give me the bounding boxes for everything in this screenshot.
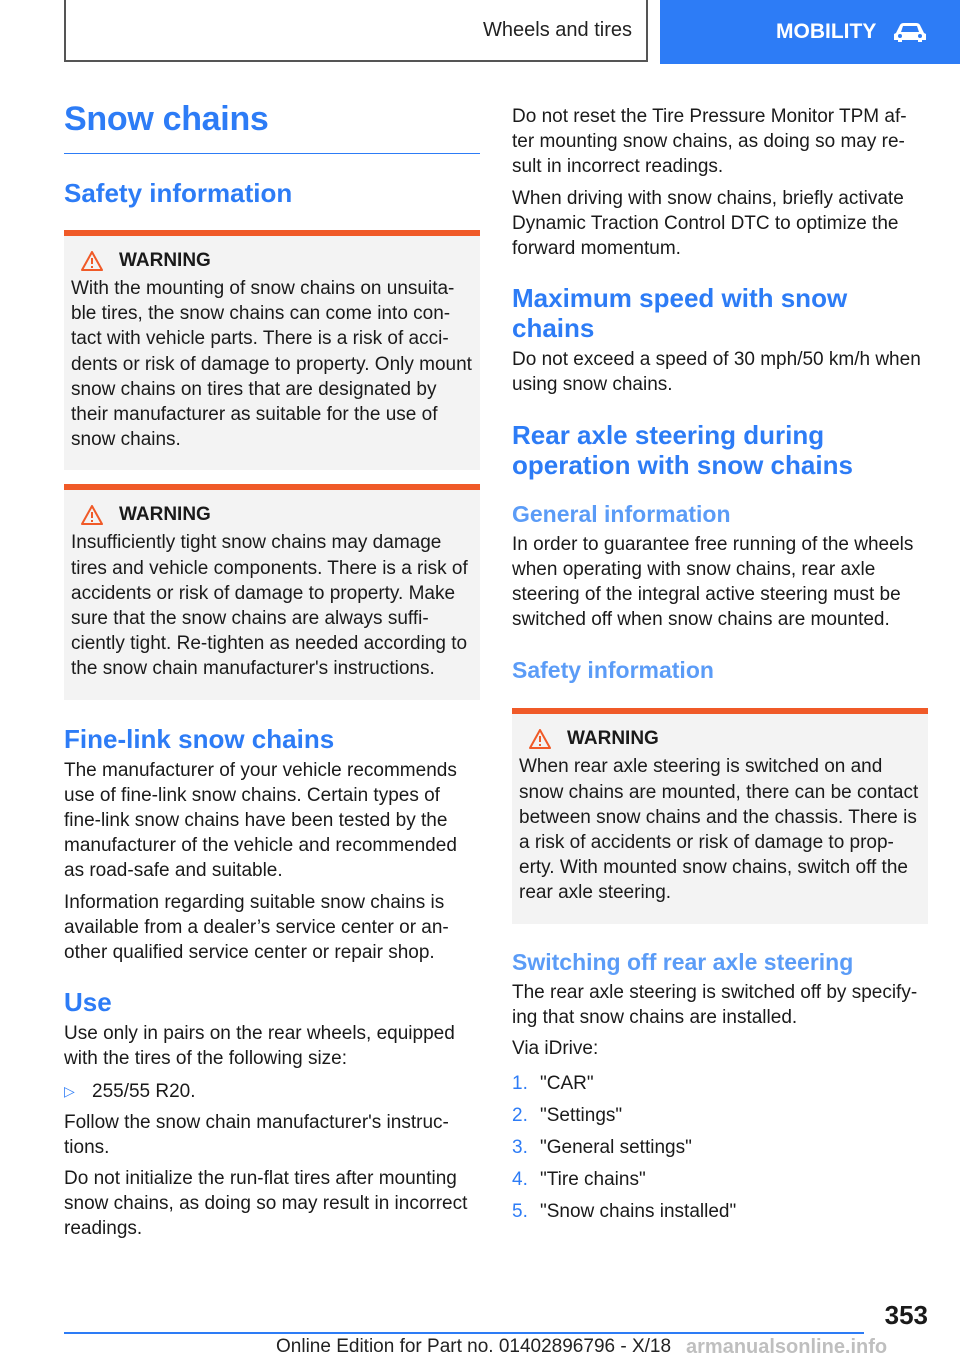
- list-item: [64, 1079, 480, 1104]
- use-heading: Use: [64, 987, 112, 1018]
- step-list: [512, 1071, 928, 1224]
- warning-box: [64, 230, 480, 470]
- left-column: [64, 100, 480, 1242]
- fine-link-paragraph: The manufacturer of your vehicle recommends use of fine-link snow chains. Certain types of fine-link snow chains have been tested by the manufacturer of the vehicle and recommended as road-safe and suitable.: [64, 759, 457, 882]
- warning-label: WARNING: [567, 728, 659, 750]
- watermark: armanualsonline.info: [686, 1336, 888, 1358]
- chapter-title: MOBILITY: [776, 20, 877, 43]
- page-number: 353: [884, 1300, 928, 1330]
- tpm-paragraph: Do not reset the Tire Pressure Monitor TPM af‐ter mounting snow chains, as doing so may re‐sult in incorrect readings.: [512, 106, 907, 178]
- warning-text: With the mounting of snow chains on unsuita‐ble tires, the snow chains can come into con‐tact with vehicle parts. There is a risk of acci‐dents or risk of damage to property. Only mount snow chains on tires that are designated by their manufacturer as suitable for the use of snow chains.: [71, 278, 472, 451]
- switch-off-paragraph: The rear axle steering is switched off by specify‐ing that snow chains are installed.: [512, 981, 918, 1028]
- warning-icon: [81, 505, 103, 525]
- bullet-triangle-icon: ▷: [64, 1082, 75, 1099]
- warning-text: When rear axle steering is switched on and snow chains are mounted, there can be contact between snow chains and the chassis. There is a risk of accidents or risk of damage to prop‐erty. With mounted snow chains, switch off the rear axle steering.: [519, 756, 919, 904]
- warning-icon: [529, 729, 551, 749]
- use-paragraph: Do not initialize the run-flat tires after mounting snow chains, as doing so may result in incorrect readings.: [64, 1168, 468, 1240]
- safety-heading: Safety information: [64, 178, 293, 208]
- list-item: 1. "CAR": [512, 1073, 594, 1095]
- fine-link-heading: Fine-link snow chains: [64, 723, 335, 754]
- switch-off-heading: Switching off rear axle steering: [512, 948, 854, 975]
- rear-axle-heading: Rear axle steering during operation with snow chains: [512, 419, 853, 480]
- dtc-paragraph: When driving with snow chains, briefly activate Dynamic Traction Control DTC to optimize the forward momentum.: [512, 187, 904, 260]
- max-speed-paragraph: Do not exceed a speed of 30 mph/50 km/h when using snow chains.: [512, 349, 921, 396]
- max-speed-heading: Maximum speed with snow chains: [512, 283, 848, 344]
- fine-link-paragraph: Information regarding suitable snow chains is available from a dealer’s service center or an‐other qualified service center or repair shop.: [64, 891, 449, 964]
- warning-label: WARNING: [119, 250, 211, 271]
- warning-icon: [81, 251, 103, 271]
- car-icon: [892, 21, 928, 43]
- warning-box: [512, 708, 928, 923]
- warning-text: Insufficiently tight snow chains may damage tires and vehicle components. There is a risk of accidents or risk of damage to property. Make sure that the snow chains are always suffi‐ciently tight. Re-tighten as needed according to the snow chain manufacturer's instructions.: [71, 532, 468, 680]
- edition-text: Online Edition for Part no. 01402896796 - X/18: [276, 1336, 672, 1357]
- page-header: [0, 0, 960, 66]
- list-item: 2. "Settings": [512, 1105, 623, 1127]
- list-item: 3. "General settings": [512, 1137, 692, 1159]
- warning-box: [64, 484, 480, 699]
- use-paragraph: Use only in pairs on the rear wheels, equipped with the tires of the following size:: [64, 1023, 455, 1070]
- page-title: Snow chains: [64, 100, 480, 154]
- footer-divider: [64, 1332, 864, 1334]
- right-column: [512, 100, 928, 1231]
- safety-info-heading: Safety information: [512, 657, 714, 684]
- warning-label: WARNING: [119, 504, 211, 526]
- general-info-heading: General information: [512, 500, 731, 527]
- general-info-paragraph: In order to guarantee free running of the wheels when operating with snow chains, rear axle steering of the integral active steering must be switched off when snow chains are mounted.: [512, 533, 914, 631]
- use-paragraph: Follow the snow chain manufacturer's instruc‐tions.: [64, 1111, 449, 1158]
- via-idrive: Via iDrive:: [512, 1038, 599, 1060]
- chapter-tab: [660, 0, 960, 64]
- list-item: 4. "Tire chains": [512, 1169, 646, 1191]
- section-title: Wheels and tires: [64, 0, 648, 62]
- tire-size: 255/55 R20.: [92, 1080, 196, 1102]
- list-item: 5. "Snow chains installed": [512, 1201, 737, 1223]
